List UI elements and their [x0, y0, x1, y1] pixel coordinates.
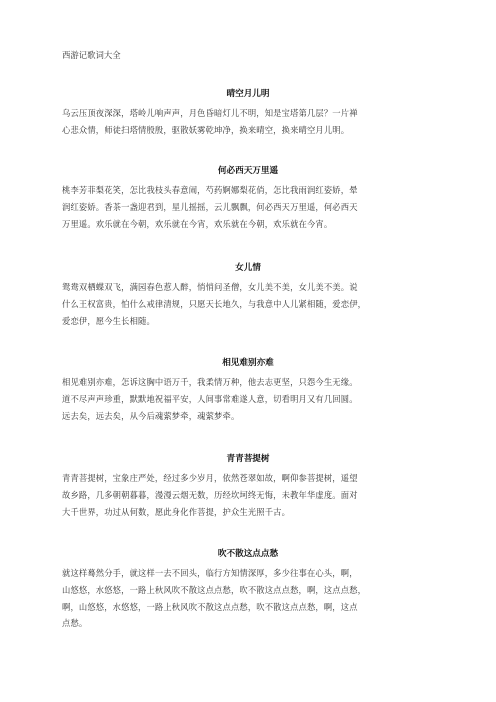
lyric-line: 万里遥。欢乐就在今朝，欢乐就在今宵，欢乐就在今朝，欢乐就在今宵。	[62, 218, 333, 229]
lyric-line: 山悠悠，水悠悠，一路上秋风吹不散这点点愁，吹不散这点点愁，啊，这点点愁，	[62, 584, 367, 595]
lyric-line: 啊，山悠悠，水悠悠，一路上秋风吹不散这点点愁，吹不散这点点愁，啊，这点	[62, 601, 358, 612]
song-lyrics	[62, 279, 434, 329]
song-lyrics	[62, 374, 434, 424]
lyric-line: 润红姿娇。香茶一盏迎君到，星儿摇摇，云儿飘飘，何必西天万里遥，何必西天	[62, 201, 358, 212]
lyric-line: 桃李芳菲梨花笑，怎比我枝头春意闹，芍药婀娜梨花俏，怎比我雨润红姿娇，晕	[62, 185, 358, 195]
lyric-line: 乌云压顶夜深深，塔岭儿响声声，月色昏暗灯儿不明，知是宝塔第几层？一片禅	[62, 108, 358, 118]
song-section	[62, 165, 434, 232]
lyric-line: 心悲众情，师徒扫塔情殷殷，驱散妖雾乾坤净，换来晴空，换来晴空月儿明。	[62, 124, 350, 135]
lyric-line: 就这样蓦然分手，就这样一去不回头，临行方知情深厚，多少往事在心头，啊，	[62, 568, 358, 578]
song-title: 何必西天万里遥	[217, 166, 279, 176]
song-title: 相见难别亦难	[222, 358, 274, 368]
song-lyrics	[62, 105, 434, 139]
lyric-line: 大千世界，功过从何数，愿此身化作菩提，护众生光照千古。	[62, 506, 291, 517]
document-header: 西游记歌词大全	[62, 50, 121, 60]
song-section	[62, 88, 434, 139]
lyric-line: 故乡路，几多朝朝暮暮，漫漫云烟无数，历经坎坷终无悔，未教年华虚度。面对	[62, 489, 358, 500]
lyric-line: 远去矣，远去矣，从今后魂萦梦牵，魂萦梦牵。	[62, 410, 240, 421]
song-section	[62, 357, 434, 424]
lyric-line: 青青菩提树，宝象庄严处，经过多少岁月，依然苍翠如故，啊仰参菩提树，遥望	[62, 473, 358, 483]
song-section	[62, 453, 434, 520]
lyric-line: 爱恋伊，愿今生长相随。	[62, 315, 155, 326]
song-section	[62, 548, 434, 632]
lyric-line: 点愁。	[62, 618, 88, 629]
song-title: 女儿情	[235, 263, 261, 273]
lyric-line: 鸳鸯双栖蝶双飞，满园春色惹人醉，悄悄问圣僧，女儿美不美，女儿美不美。说	[62, 282, 358, 292]
song-title: 青青菩提树	[226, 454, 270, 464]
song-lyrics	[62, 565, 434, 632]
lyric-line: 道不尽声声珍重，默默地祝福平安，人间事常难遂人意，切看明月又有几回圆。	[62, 393, 358, 404]
song-lyrics	[62, 470, 434, 520]
song-title: 吹不散这点点愁	[217, 549, 279, 559]
song-section	[62, 262, 434, 329]
song-lyrics	[62, 182, 434, 232]
song-title: 晴空月儿明	[226, 89, 270, 99]
lyric-line: 相见难别亦难，怎诉这胸中语万千，我柔情万种，他去志更坚，只怨今生无缘。	[62, 377, 358, 387]
lyric-line: 什么王权富贵，怕什么戒律清规，只愿天长地久，与我意中人儿紧相随，爱恋伊，	[62, 298, 367, 309]
